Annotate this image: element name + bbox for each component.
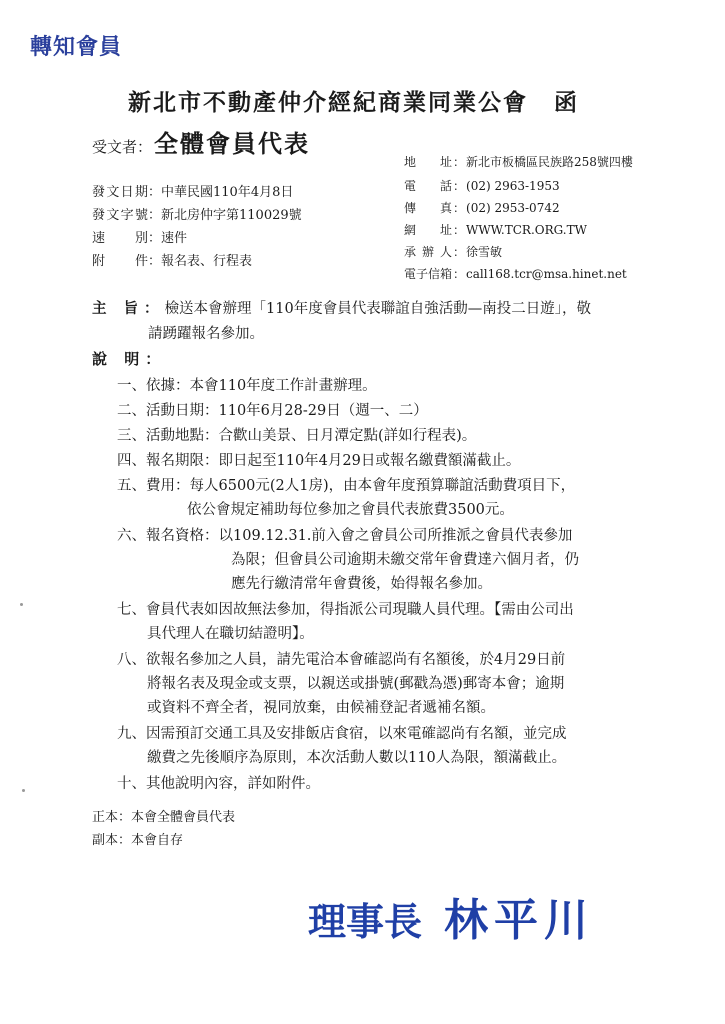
explanation-item-cont: 具代理人在職切結證明】。 xyxy=(147,626,314,642)
stamp-forward-members: 轉知會員 xyxy=(30,34,123,60)
subject-label: 主 旨： xyxy=(92,300,165,317)
subject xyxy=(92,296,591,347)
letterhead-title xyxy=(128,84,579,117)
meta-value: 報名表、行程表 xyxy=(161,254,253,269)
contact-row: 電 話：(02) 2963-1953 xyxy=(404,179,560,193)
contact-row: 承辦人：徐雪敏 xyxy=(404,245,503,259)
explanation-item-cont: 將報名表及現金或支票，以親送或掛號(郵戳為憑)郵寄本會；逾期 xyxy=(147,676,565,692)
signature-name: 林平川 xyxy=(444,895,595,946)
contact-key: 傳 真 xyxy=(404,201,452,215)
cc-key: 正本： xyxy=(92,810,132,825)
contact-value: WWW.TCR.ORG.TW xyxy=(466,223,587,237)
explanation-item-cont: 繳費之先後順序為原則，本次活動人數以110人為限，額滿截止。 xyxy=(147,750,567,766)
explanation-item: 三、活動地點：合歡山美景、日月潭定點(詳如行程表)。 xyxy=(117,428,477,444)
recipient-value: 全體會員代表 xyxy=(154,129,311,158)
scan-speck xyxy=(22,789,25,792)
explanation-item: 五、費用：每人6500元(2人1房)，由本會年度預算聯誼活動費項目下， xyxy=(117,478,576,494)
contact-email: call168.tcr@msa.hinet.net xyxy=(466,267,627,281)
contact-value: (02) 2953-0742 xyxy=(466,201,560,215)
contact-row: 電子信箱：call168.tcr@msa.hinet.net xyxy=(404,267,627,281)
explanation-item-cont: 應先行繳清常年會費後，始得報名參加。 xyxy=(231,576,492,592)
copy-original xyxy=(92,806,235,825)
cc-value: 本會全體會員代表 xyxy=(131,810,236,825)
explanation-item-cont: 為限；但會員公司逾期未繳交常年會費達六個月者，仍 xyxy=(231,552,579,568)
explanation-item-cont: 依公會規定補助每位參加之會員代表旅費3500元。 xyxy=(187,502,514,518)
contact-row: 傳 真：(02) 2953-0742 xyxy=(404,201,560,215)
subject-text-cont: 請踴躍報名參加。 xyxy=(148,326,264,342)
meta-row: 附 件：報名表、行程表 xyxy=(92,250,252,269)
explanation-item: 六、報名資格：以109.12.31.前入會之會員公司所推派之會員代表參加 xyxy=(117,528,573,544)
explanation-item: 二、活動日期：110年6月28-29日（週一、二） xyxy=(117,403,428,419)
explanation-item: 四、報名期限：即日起至110年4月29日或報名繳費額滿截止。 xyxy=(117,453,521,469)
subject-text: 檢送本會辦理「110年度會員代表聯誼自強活動—南投二日遊」，敬 xyxy=(164,301,591,317)
cc-key: 副本： xyxy=(92,833,132,848)
explanation-item: 十、其他說明內容，詳如附件。 xyxy=(117,776,320,792)
contact-key: 電子信箱 xyxy=(404,267,453,281)
meta-key: 發文日期 xyxy=(92,185,148,200)
meta-key: 發文字號 xyxy=(92,208,148,223)
contact-row: 地 址：新北市板橋區民族路258號四樓 xyxy=(404,155,633,169)
explanation-item-cont: 或資料不齊全者，視同放棄，由候補登記者遞補名額。 xyxy=(147,700,495,716)
explanation-item: 九、因需預訂交通工具及安排飯店食宿，以來電確認尚有名額，並完成 xyxy=(117,726,567,742)
explanation-label: 說 明： xyxy=(92,350,167,368)
contact-row: 網 址：WWW.TCR.ORG.TW xyxy=(404,223,587,237)
chairman-signature xyxy=(308,884,594,948)
meta-value: 中華民國110年4月8日 xyxy=(161,185,294,200)
contact-key: 網 址 xyxy=(404,223,452,237)
contact-key: 地 址 xyxy=(404,155,452,169)
explanation-item: 一、依據：本會110年度工作計畫辦理。 xyxy=(117,378,377,394)
meta-row: 發文日期：中華民國110年4月8日 xyxy=(92,181,293,200)
meta-key: 附 件 xyxy=(92,254,148,269)
scan-speck xyxy=(20,603,23,606)
cc-value: 本會自存 xyxy=(131,833,184,848)
recipient-line xyxy=(92,124,310,159)
copy-duplicate xyxy=(92,829,183,848)
contact-key: 電 話 xyxy=(404,179,452,193)
signature-title: 理事長 xyxy=(308,899,423,944)
explanation-item: 七、會員代表如因故無法參加，得指派公司現職人員代理。【需由公司出 xyxy=(117,602,574,618)
meta-key: 速 別 xyxy=(92,231,148,246)
meta-row: 發文字號：新北房仲字第110029號 xyxy=(92,204,302,223)
explanation-item: 八、欲報名參加之人員，請先電洽本會確認尚有名額後，於4月29日前 xyxy=(117,652,566,668)
contact-key: 承辦人 xyxy=(404,245,452,259)
meta-value: 新北房仲字第110029號 xyxy=(161,208,302,223)
recipient-label: 受文者： xyxy=(92,138,153,156)
association-name: 新北市不動產仲介經紀商業同業公會 xyxy=(128,89,528,116)
contact-value: 徐雪敏 xyxy=(466,245,503,259)
meta-row: 速 別：速件 xyxy=(92,227,187,246)
meta-value: 速件 xyxy=(161,231,188,246)
contact-value: 新北市板橋區民族路258號四樓 xyxy=(466,155,633,169)
contact-value: (02) 2963-1953 xyxy=(466,179,560,193)
doc-type: 函 xyxy=(554,89,579,116)
